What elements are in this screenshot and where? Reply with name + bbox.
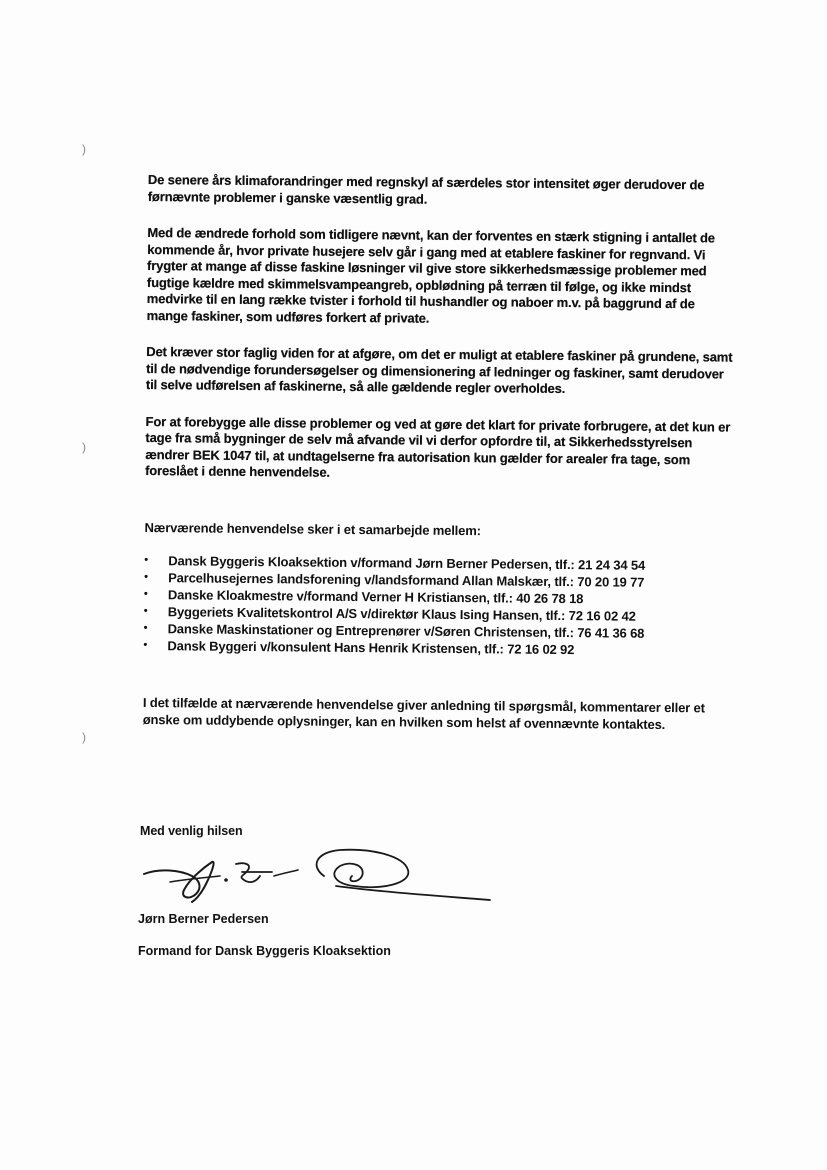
paragraph-prevention: For at forebygge alle disse problemer og ved at gøre det klart for private forbrugere, at det kun er tage fra små bygninger de selv må afvande vil vi derfor opfordre til, at Sikkerhedsstyrelsen ændrer BEK 1047 til, at undtagelserne fra autorisation kun gælder for arealer fra tage, som foreslået i denne henvendelse. — [145, 413, 731, 480]
bullet-icon: • — [143, 587, 148, 601]
bullet-icon: • — [144, 553, 149, 567]
signer-name: Jørn Berner Pedersen — [138, 912, 269, 926]
contact-text: Danske Maskinstationer og Entreprenører v/Søren Christensen, tlf.: 76 41 36 68 — [167, 621, 645, 641]
contact-text: Dansk Byggeri v/konsulent Hans Henrik Kristensen, tlf.: 72 16 02 92 — [167, 638, 575, 658]
collaboration-intro: Nærværende henvendelse sker i et samarbejde mellem: — [144, 519, 481, 538]
bullet-icon: • — [143, 604, 148, 618]
paragraph-changed-conditions: Med de ændrede forhold som tidligere nævnt, kan der forventes en stærk stigning i antallet de kommende år, hvor private husejere selv går i gang med at etablere faskiner for regnvand. Vi frygter at mange af disse faskine løsninger vil give store sikkerhedsmæssige problemer med fugtige kældre med skimmelsvampeangreb, opblødning på terræn til følge, og ikke mindst medvirke til en lang række tvister i forhold til hushandler og naboer m.v. på baggrund af de mange faskiner, som udføres forkert af private. — [146, 224, 716, 326]
contact-text: Dansk Byggeris Kloaksektion v/formand Jørn Berner Pedersen, tlf.: 21 24 34 54 — [168, 553, 646, 573]
contact-text: Byggeriets Kvalitetskontrol A/S v/direktør Klaus Ising Hansen, tlf.: 72 16 02 42 — [167, 604, 636, 624]
paragraph-climate: De senere års klimaforandringer med regnskyl af særdeles stor intensitet øger derudover de førnævnte problemer i ganske væsentlig grad. — [147, 172, 705, 207]
signoff: Med venlig hilsen — [140, 824, 243, 838]
contact-text: Danske Kloakmestre v/formand Verner H Kristiansen, tlf.: 40 26 78 18 — [167, 587, 584, 607]
signer-title: Formand for Dansk Byggeris Kloaksektion — [138, 944, 391, 958]
margin-mark: ) — [82, 730, 86, 744]
contact-text: Parcelhusejernes landsforening v/landsformand Allan Malskær, tlf.: 70 20 19 77 — [168, 570, 645, 590]
paragraph-expertise: Det kræver stor faglig viden for at afgøre, om det er muligt at etablere faskiner på grundene, samt til de nødvendige forundersøgelser og dimensionering af ledninger og faskiner, samt derudover til selve udførelsen af faskinerne, så alle gældende regler overholdes. — [145, 343, 733, 397]
margin-mark: ) — [82, 142, 86, 156]
bullet-icon: • — [143, 638, 148, 652]
handwritten-signature — [140, 846, 500, 916]
letter-body — [143, 172, 738, 734]
margin-mark: ) — [82, 440, 86, 454]
bullet-icon: • — [143, 621, 148, 635]
closing-paragraph: I det tilfælde at nærværende henvendelse giver anledning til spørgsmål, kommentarer eller et ønske om uddybende oplysninger, kan en hvilken som helst af ovennævnte kontaktes. — [142, 694, 705, 732]
bullet-icon: • — [144, 570, 148, 584]
contact-list — [143, 552, 734, 660]
